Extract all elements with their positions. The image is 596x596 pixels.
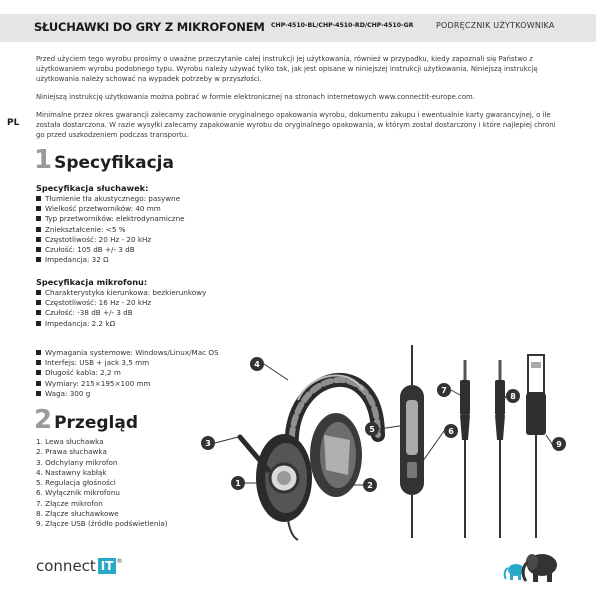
document-title: SŁUCHAWKI DO GRY Z MIKROFONEM (34, 20, 265, 34)
callout-8 (505, 389, 520, 403)
list-item: Typ przetworników: elektrodynamiczne (36, 214, 185, 224)
list-item: Charakterystyka kierunkowa: bezkierunkowy (36, 288, 206, 298)
left-earcup-drawing (256, 434, 312, 522)
section-title: Specyfikacja (54, 153, 174, 173)
large-elephant-icon (523, 554, 557, 582)
list-item: Wymagania systemowe: Windows/Linux/Mac OS (36, 348, 219, 358)
list-item: 8. Złącze słuchawkowe (36, 509, 119, 519)
list-item: Częstotliwość: 16 Hz - 20 kHz (36, 298, 206, 308)
list-item: 3. Odchylany mikrofon (36, 457, 118, 467)
svg-text:5: 5 (369, 425, 375, 434)
usb-connector-drawing (526, 355, 546, 538)
list-item: Tłumienie tła akustycznego: pasywne (36, 194, 185, 204)
list-item: Impedancja: 2.2 kΩ (36, 319, 206, 329)
list-item: Czułość: 105 dB +/- 3 dB (36, 245, 185, 255)
logo-text: connect (36, 557, 96, 575)
connect-it-logo (36, 557, 122, 575)
callout-9 (546, 435, 566, 451)
mic-jack-drawing (460, 360, 470, 538)
logo-badge: IT (98, 558, 117, 574)
list-item: Impedancja: 32 Ω (36, 255, 185, 265)
list-item: Wymiary: 215×195×100 mm (36, 379, 219, 389)
headphone-spec-list (36, 194, 185, 265)
section-specification-heading (34, 145, 174, 175)
right-earcup-drawing (310, 413, 362, 497)
inline-controller-drawing (400, 345, 424, 538)
list-item: 9. Złącze USB (źródło podświetlenia) (36, 519, 168, 529)
small-elephant-icon (505, 564, 524, 580)
section-overview-heading (34, 405, 138, 435)
list-item: 4. Nastawny kabłąk (36, 467, 107, 477)
headphone-spec-heading: Specyfikacja słuchawek: (36, 183, 149, 193)
intro-paragraph-1: Przed użyciem tego wyrobu prosimy o uważne przeczytanie całej instrukcji jej użytkowania, również w przypadku, kiedy zapoznali się Państwo z użytkowaniem wyrobu podobnego typu. Wyrobu należy używać tylko tak, jak jest opisane w niniejszej instrukcji użytkowania. Niniejszą instrukcję użytkowania należy schować na wypadek potrzeby w przyszłości. (36, 55, 538, 83)
mic-spec-list (36, 288, 206, 329)
list-item: 5. Regulacja głośności (36, 478, 116, 488)
callout-7 (437, 383, 460, 397)
registered-mark: ® (116, 558, 123, 565)
list-item: Waga: 300 g (36, 389, 219, 399)
headphone-jack-drawing (495, 360, 505, 538)
general-spec-list (36, 348, 219, 399)
language-tag: PL (7, 118, 20, 128)
section-title: Przegląd (54, 413, 138, 433)
list-item: Interfejs: USB + jack 3,5 mm (36, 358, 219, 368)
list-item: Czułość: -38 dB +/- 3 dB (36, 308, 206, 318)
headset-illustration (205, 340, 578, 540)
manual-label: PODRĘCZNIK UŻYTKOWNIKA (436, 21, 555, 30)
svg-text:9: 9 (556, 440, 562, 449)
intro-paragraph-3: Minimalne przez okres gwarancji zalecamy zachowanie oryginalnego opakowania wyrobu, dokumentu zakupu i ewentualnie karty gwarancyjnej, o ile została dostarczona. W razie wysyłki zalecamy zapakowanie wyrobu do oryginalnego opakowania, w którym został dostarczony i które najlepiej chroni go przed uszkodzeniem podczas transportu. (36, 111, 556, 139)
model-numbers: CHP-4510-BL/CHP-4510-RD/CHP-4510-GR (271, 22, 414, 29)
callout-4 (250, 357, 288, 380)
section-number: 2 (34, 405, 53, 435)
mic-spec-heading: Specyfikacja mikrofonu: (36, 277, 148, 287)
elephant-mascot-icon (502, 548, 562, 584)
list-item: 1. Lewa słuchawka (36, 437, 104, 446)
callout-3 (201, 436, 238, 450)
svg-text:2: 2 (367, 481, 373, 490)
svg-text:1: 1 (235, 479, 241, 488)
svg-text:3: 3 (205, 439, 211, 448)
section-number: 1 (34, 145, 53, 175)
list-item: Częstotliwość: 20 Hz - 20 kHz (36, 235, 185, 245)
list-item: 7. Złącze mikrofon (36, 498, 103, 508)
list-item: Długość kabla: 2,2 m (36, 368, 219, 378)
callout-5 (365, 422, 406, 436)
svg-text:7: 7 (441, 386, 447, 395)
list-item: Wielkość przetworników: 40 mm (36, 204, 185, 214)
svg-text:4: 4 (254, 360, 260, 369)
list-item: Zniekształcenie: <5 % (36, 225, 185, 235)
svg-text:6: 6 (448, 427, 454, 436)
list-item: 6. Wyłącznik mikrofonu (36, 488, 120, 498)
overview-parts-list (36, 437, 168, 530)
svg-text:8: 8 (510, 392, 516, 401)
list-item: 2. Prawa słuchawka (36, 447, 107, 457)
intro-paragraph-2: Niniejszą instrukcję użytkowania można pobrać w formie elektronicznej na stronach internetowych www.connectit-europe.com. (36, 93, 475, 101)
